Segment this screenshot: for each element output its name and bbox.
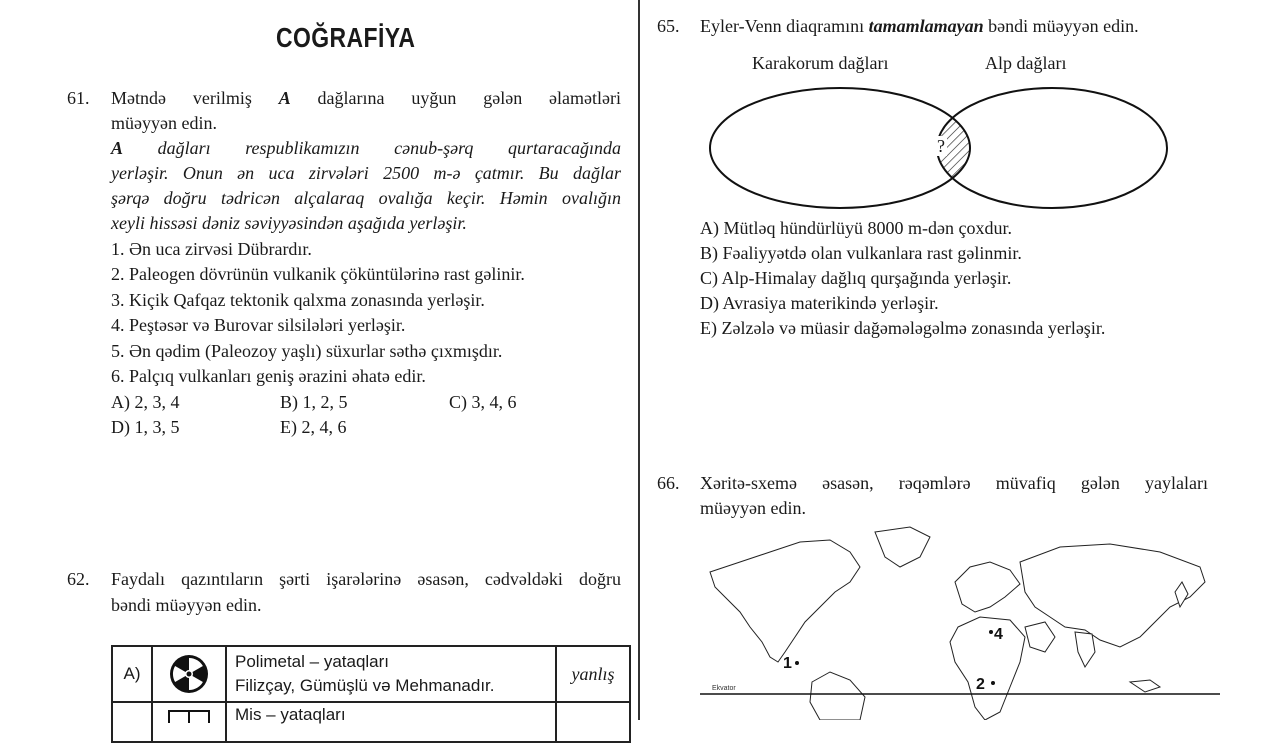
- india-shape: [1075, 632, 1095, 667]
- q65-number: 65.: [657, 16, 680, 36]
- venn-question-mark: ?: [937, 136, 945, 156]
- venn-label-left: Karakorum dağları: [752, 53, 889, 73]
- q65-option-a[interactable]: A) Mütləq hündürlüyü 8000 m-dən çoxdur.: [700, 218, 1012, 238]
- greenland-shape: [875, 527, 930, 567]
- map-mark-1-dot: [795, 661, 799, 665]
- venn-right-ellipse: [937, 88, 1167, 208]
- q65-prompt-before: Eyler-Venn diaqramını: [700, 16, 869, 36]
- table-row: [112, 646, 630, 702]
- q61-statement-1: 1. Ən uca zirvəsi Dübrardır.: [111, 239, 312, 259]
- row-label[interactable]: A): [112, 646, 152, 702]
- q61-option-e[interactable]: E) 2, 4, 6: [280, 417, 347, 437]
- equator-label: Ekvator: [712, 685, 736, 692]
- q61-statement-2: 2. Paleogen dövrünün vulkanik çöküntülərinə rast gəlinir.: [111, 264, 525, 284]
- q66-number: 66.: [657, 473, 680, 493]
- africa-shape: [950, 617, 1025, 720]
- q65-option-c[interactable]: C) Alp-Himalay dağlıq qurşağında yerləşir.: [700, 268, 1012, 288]
- q61-passage-line-2: yerləşir. Onun ən uca zirvələri 2500 m-ə çatmır. Bu dağlar: [111, 163, 621, 183]
- row-verdict: yanlış: [556, 646, 630, 702]
- q61-number: 61.: [67, 88, 90, 108]
- map-mark-4: 4: [994, 626, 1003, 643]
- q65-prompt-after: bəndi müəyyən edin.: [983, 16, 1139, 36]
- row-desc-1: Polimetal – yataqları: [235, 652, 390, 671]
- map-mark-1: 1: [783, 655, 792, 672]
- row-description: [226, 702, 556, 742]
- venn-left-ellipse: [710, 88, 970, 208]
- map-mark-4-dot: [989, 630, 993, 634]
- row-label[interactable]: [112, 702, 152, 742]
- q62-prompt-line-2: bəndi müəyyən edin.: [111, 595, 262, 615]
- map-mark-2: 2: [976, 676, 985, 693]
- column-divider: [638, 0, 640, 720]
- europe-shape: [955, 562, 1020, 612]
- q61-statement-3: 3. Kiçik Qafqaz tektonik qalxma zonasında yerləşir.: [111, 290, 485, 310]
- q61-passage-line-1: A dağları respublikamızın cənub-şərq qurtaracağında: [111, 138, 621, 158]
- q65-prompt-emphasis: tamamlamayan: [868, 16, 984, 36]
- q61-statement-4: 4. Peştəsər və Burovar silsilələri yerləşir.: [111, 315, 406, 335]
- south-america-shape: [810, 672, 865, 720]
- row-desc-2: Filizçay, Gümüşlü və Mehmanadır.: [235, 676, 495, 695]
- q65-option-b[interactable]: B) Fəaliyyətdə olan vulkanlara rast gəlinmir.: [700, 243, 1022, 263]
- row-desc-1: Mis – yataqları: [235, 705, 346, 724]
- q62-prompt-line-1: Faydalı qazıntıların şərti işarələrinə əsasən, cədvəldəki doğru: [111, 569, 621, 589]
- mineral-table: [111, 645, 631, 743]
- q61-passage-line-3: şərqə doğru tədricən alçalaraq ovalığa keçir. Həmin ovalığın: [111, 188, 621, 208]
- q61-prompt-line-2: müəyyən edin.: [111, 113, 217, 133]
- subject-title: COĞRAFİYA: [276, 22, 416, 53]
- q61-passage-line-4: xeyli hissəsi dəniz səviyyəsindən aşağıda yerləşir.: [111, 213, 467, 233]
- q61-option-d[interactable]: D) 1, 3, 5: [111, 417, 180, 437]
- q61-statement-6: 6. Palçıq vulkanları geniş ərazini əhatə edir.: [111, 366, 426, 386]
- indonesia-shape: [1130, 680, 1160, 692]
- venn-label-right: Alp dağları: [985, 53, 1067, 73]
- north-america-shape: [710, 540, 860, 662]
- row-description: [226, 646, 556, 702]
- q62-number: 62.: [67, 569, 90, 589]
- q61-statement-5: 5. Ən qədim (Paleozoy yaşlı) süxurlar səthə çıxmışdır.: [111, 341, 503, 361]
- world-map: [700, 522, 1220, 720]
- arabia-shape: [1025, 622, 1055, 652]
- q61-option-b[interactable]: B) 1, 2, 5: [280, 392, 348, 412]
- q66-prompt-line-1: Xəritə-sxemə əsasən, rəqəmlərə müvafiq gələn yaylaları: [700, 473, 1208, 493]
- q61-option-a[interactable]: A) 2, 3, 4: [111, 392, 180, 412]
- q65-option-e[interactable]: E) Zəlzələ və müasir dağəmələgəlmə zonasında yerləşir.: [700, 318, 1106, 338]
- q66-prompt-line-2: müəyyən edin.: [700, 498, 806, 518]
- row-verdict: [556, 702, 630, 742]
- table-row: [112, 702, 630, 742]
- grid-icon: [152, 702, 226, 742]
- q65-option-d[interactable]: D) Avrasiya materikində yerləşir.: [700, 293, 939, 313]
- map-mark-2-dot: [991, 681, 995, 685]
- radiation-icon: [152, 646, 226, 702]
- q61-option-c[interactable]: C) 3, 4, 6: [449, 392, 517, 412]
- q65-prompt: [700, 14, 1139, 39]
- q61-prompt-line-1: [111, 86, 621, 111]
- q61-prompt-a: Mətndə verilmiş A dağlarına uyğun gələn əlamətləri: [111, 88, 621, 108]
